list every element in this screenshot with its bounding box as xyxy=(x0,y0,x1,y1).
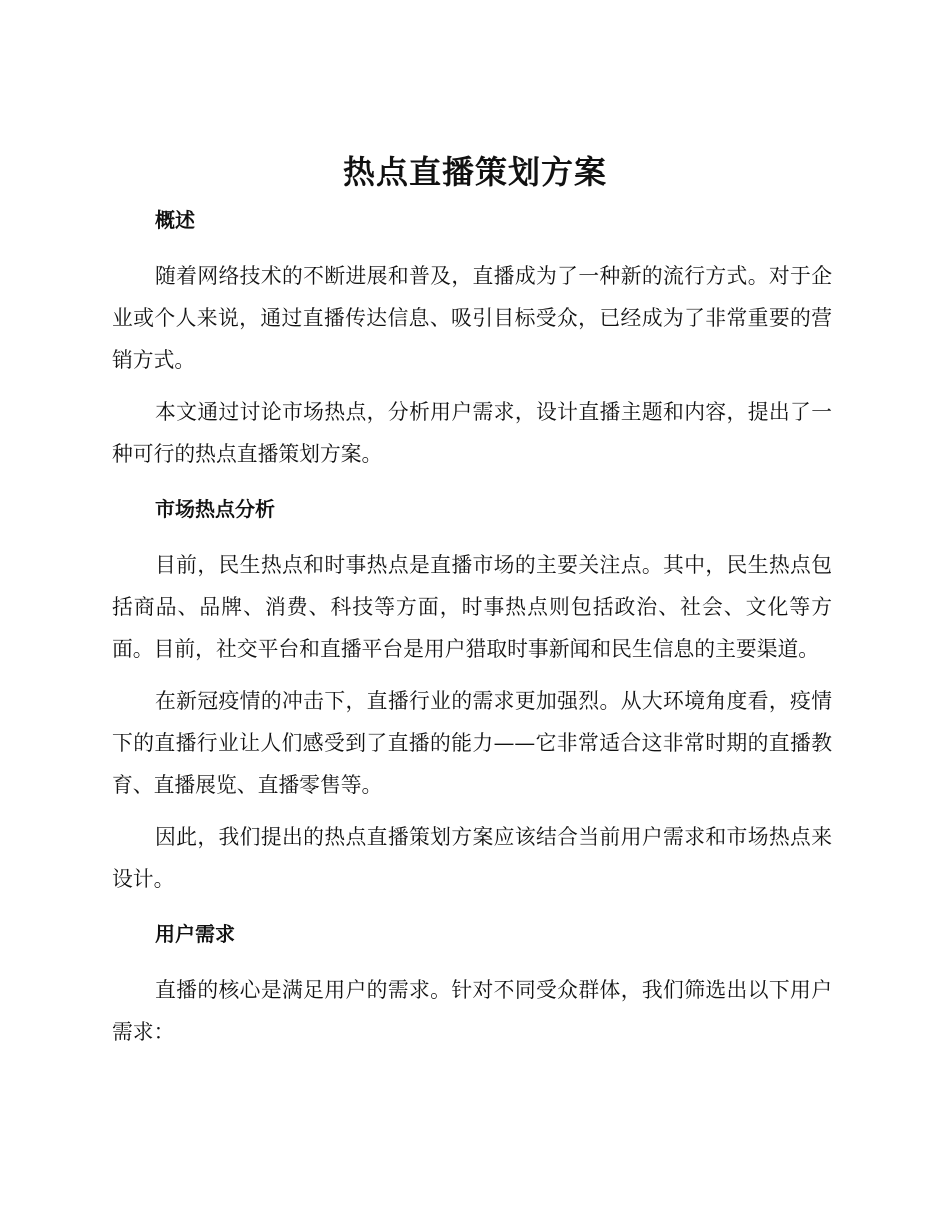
paragraph: 目前，民生热点和时事热点是直播市场的主要关注点。其中，民生热点包括商品、品牌、消费、科技等方面，时事热点则包括政治、社会、文化等方面。目前，社交平台和直播平台是用户猎取时事新闻和民生信息的主要渠道。 xyxy=(112,553,832,661)
section-heading-overview: 概述 xyxy=(155,208,195,232)
document-title: 热点直播策划方案 xyxy=(342,153,607,191)
document-body xyxy=(112,198,832,1053)
paragraph: 本文通过讨论市场热点，分析用户需求，设计直播主题和内容，提出了一种可行的热点直播策划方案。 xyxy=(112,400,832,466)
paragraph: 直播的核心是满足用户的需求。针对不同受众群体，我们筛选出以下用户需求： xyxy=(112,978,832,1044)
section-heading-market-analysis: 市场热点分析 xyxy=(155,497,275,521)
paragraph: 因此，我们提出的热点直播策划方案应该结合当前用户需求和市场热点来设计。 xyxy=(112,825,832,891)
paragraph: 在新冠疫情的冲击下，直播行业的需求更加强烈。从大环境角度看，疫情下的直播行业让人们感受到了直播的能力——它非常适合这非常时期的直播教育、直播展览、直播零售等。 xyxy=(112,689,832,797)
section-heading-user-needs: 用户需求 xyxy=(155,922,235,946)
paragraph: 随着网络技术的不断进展和普及，直播成为了一种新的流行方式。对于企业或个人来说，通过直播传达信息、吸引目标受众，已经成为了非常重要的营销方式。 xyxy=(112,264,832,372)
